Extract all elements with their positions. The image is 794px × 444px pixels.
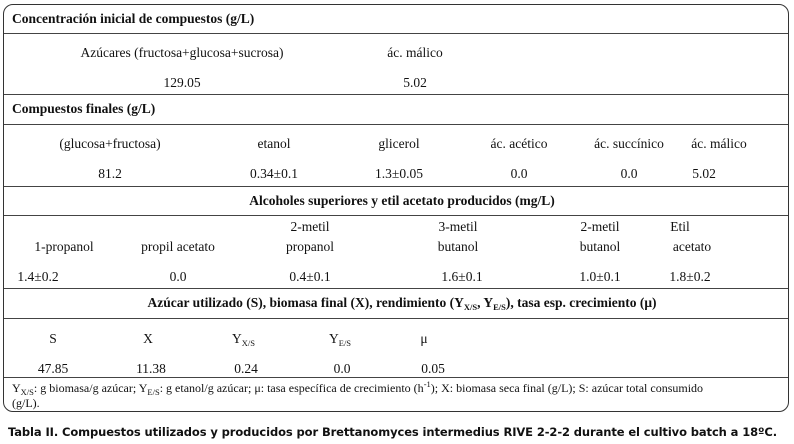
alcohols-value-3-methylbutanol: 1.6±0.1 <box>441 269 483 284</box>
divider <box>4 288 788 289</box>
sugar-value-mu: 0.05 <box>421 361 445 376</box>
divider <box>4 318 788 319</box>
alcohols-label-3-methylbutanol-line1: 3-metil <box>438 219 478 234</box>
data-table <box>3 4 789 412</box>
final-label-acetic: ác. acético <box>490 136 548 151</box>
alcohols-header: Alcoholes superiores y etil acetato producidos (mg/L) <box>249 193 555 208</box>
final-label-malic: ác. málico <box>691 136 747 151</box>
final-label-glycerol: glicerol <box>378 136 420 151</box>
final-header: Compuestos finales (g/L) <box>12 101 156 116</box>
alcohols-value-propyl-acetate: 0.0 <box>169 269 187 284</box>
final-value-ethanol: 0.34±0.1 <box>250 166 298 181</box>
final-label-ethanol: etanol <box>257 136 291 151</box>
alcohols-value-2-methylpropanol: 0.4±0.1 <box>289 269 331 284</box>
footnote-line2: (g/L). <box>12 396 40 410</box>
initial-header: Concentración inicial de compuestos (g/L) <box>12 11 255 26</box>
alcohols-label-3-methylbutanol-line2: butanol <box>437 239 479 254</box>
divider <box>4 377 788 378</box>
alcohols-label-propyl-acetate: propil acetato <box>141 239 215 254</box>
sugar-value-yes: 0.0 <box>333 361 351 376</box>
sugar-value-yxs: 0.24 <box>234 361 258 376</box>
alcohols-label-2-methylpropanol-line2: propanol <box>286 239 334 254</box>
final-value-acetic: 0.0 <box>510 166 528 181</box>
sugar-value-s: 47.85 <box>37 361 69 376</box>
initial-malic-value: 5.02 <box>403 75 427 90</box>
sugar-label-yes: $Y_{E/S}$ <box>329 331 352 348</box>
footnote-line1: $Y_{X/S}$: g biomasa/g azúcar; $Y_{E/S}$: g etanol/g azúcar; μ: tasa específica de crecimiento $(h^{-1})$; X: biomasa seca final (g/L); S: azúcar total consumido <box>12 379 704 397</box>
final-value-glucose-fructose: 81.2 <box>98 166 122 181</box>
alcohols-label-ethyl-acetate-line1: Etil <box>670 219 690 234</box>
sugar-value-x: 11.38 <box>136 361 166 376</box>
final-label-glucose-fructose: (glucosa+fructosa) <box>59 136 161 151</box>
final-label-succinic: ác. succínico <box>594 136 664 151</box>
initial-sugars-label: Azúcares (fructosa+glucosa+sucrosa) <box>80 45 284 60</box>
sugar-label-mu: μ <box>420 331 428 346</box>
divider <box>4 94 788 95</box>
sugar-header: Azúcar utilizado (S), biomasa final (X), rendimiento ($Y_{X/S}$, $Y_{E/S}$), tasa esp. crecimiento (μ) <box>147 295 657 312</box>
sugar-label-yxs: $Y_{X/S}$ <box>232 331 255 348</box>
divider <box>4 215 788 216</box>
divider <box>4 33 788 34</box>
alcohols-value-1-propanol: 1.4±0.2 <box>17 269 59 284</box>
table-caption: Tabla II. Compuestos utilizados y producidos por Brettanomyces intermedius RIVE 2-2-2 durante el cultivo batch a 18ºC. <box>8 425 778 439</box>
sugar-label-x: X <box>143 331 153 346</box>
alcohols-label-1-propanol: 1-propanol <box>34 239 94 254</box>
alcohols-value-ethyl-acetate: 1.8±0.2 <box>669 269 711 284</box>
alcohols-label-2-methylbutanol-line2: butanol <box>579 239 621 254</box>
initial-sugars-value: 129.05 <box>163 75 201 90</box>
final-value-succinic: 0.0 <box>620 166 638 181</box>
divider <box>4 124 788 125</box>
initial-malic-label: ác. málico <box>387 45 443 60</box>
alcohols-label-ethyl-acetate-line2: acetato <box>672 239 712 254</box>
divider <box>4 186 788 187</box>
sugar-label-s: S <box>49 331 57 346</box>
final-value-malic: 5.02 <box>692 166 716 181</box>
alcohols-label-2-methylbutanol-line1: 2-metil <box>580 219 620 234</box>
final-value-glycerol: 1.3±0.05 <box>375 166 423 181</box>
alcohols-label-2-methylpropanol-line1: 2-metil <box>290 219 330 234</box>
alcohols-value-2-methylbutanol: 1.0±0.1 <box>579 269 621 284</box>
